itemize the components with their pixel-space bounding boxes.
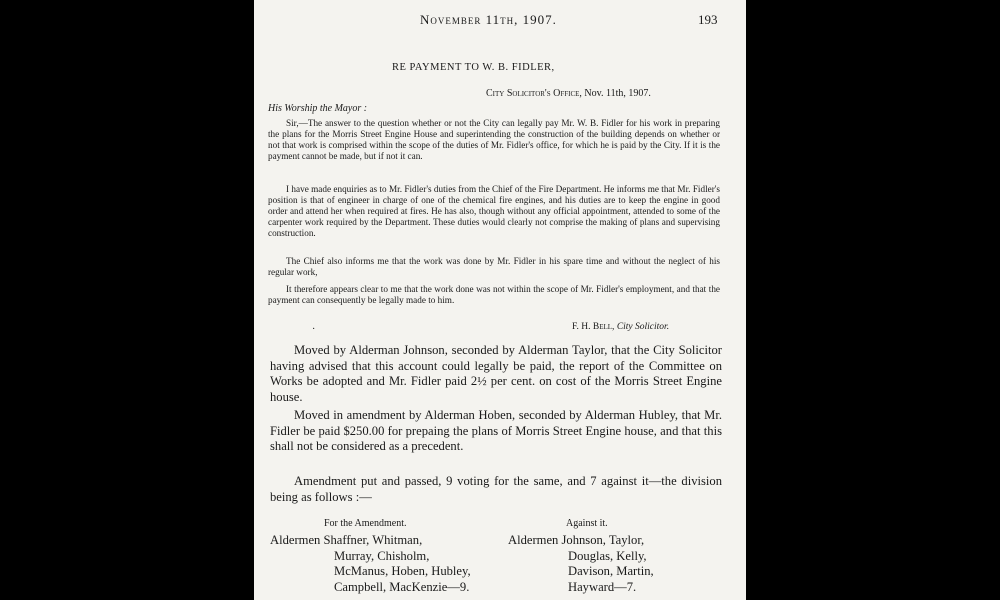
letter-office-line: [486, 88, 651, 99]
letter-paragraph: The Chief also informs me that the work was done by Mr. Fidler in his spare time and without the neglect of his regular work,: [268, 256, 720, 277]
signature-name: F. H. Bell,: [572, 322, 615, 332]
minutes-paragraph: Moved in amendment by Alderman Hoben, seconded by Alderman Hubley, that Mr. Fidler be paid $250.00 for prepaing the plans of Morris Street Engine house, and that this shall not be considered as a precedent.: [270, 408, 722, 453]
letter-paragraph: I have made enquiries as to Mr. Fidler's duties from the Chief of the Fire Department. He informs me that Mr. Fidler's position is that of engineer in charge of one of the chemical fire engines, and his duties are to keep the engine in good order and attend her when required at fires. He has also, though without any official appointment, attended to some of the carpenter work required by the Department. These duties would clearly not comprise the making of plans and supervising construction.: [268, 184, 720, 238]
office-date: Nov. 11th, 1907.: [584, 88, 651, 99]
signature-title: City Solicitor.: [616, 322, 670, 332]
against-heading: Against it.: [566, 518, 608, 529]
vote-line: Douglas, Kelly,: [568, 548, 647, 563]
office-name: City Solicitor's Office,: [486, 88, 582, 99]
letter-paragraph: Sir,—The answer to the question whether or not the City can legally pay Mr. W. B. Fidler for his work in preparing the plans for the Morris Street Engine House and superintending the construction of the building depends on whether or not that work is comprised within the scope of the duties of Mr. Fidler's office, for which he is paid by the City. If it is the payment cannot be made, but if not it can.: [268, 118, 720, 161]
vote-line: Murray, Chisholm,: [334, 548, 430, 563]
vote-line: Campbell, MacKenzie—9.: [334, 579, 470, 594]
page-number: 193: [698, 12, 718, 27]
letter-paragraph: It therefore appears clear to me that the work done was not within the scope of Mr. Fidler's employment, and that the payment can consequently be legally made to him.: [268, 284, 720, 305]
vote-line: Aldermen Shaffner, Whitman,: [270, 533, 423, 547]
vote-line: Hayward—7.: [568, 579, 637, 594]
vote-line: McManus, Hoben, Hubley,: [334, 564, 471, 578]
decorative-dot: ·: [312, 324, 316, 335]
against-votes-list: [508, 533, 654, 595]
vote-line: Davison, Martin,: [568, 564, 654, 578]
letter-salutation: His Worship the Mayor :: [268, 103, 368, 114]
minutes-paragraph: Amendment put and passed, 9 voting for the same, and 7 against it—the division being as follows :—: [270, 474, 722, 504]
letter-signature: [572, 322, 669, 332]
for-votes-list: [270, 533, 471, 595]
page-header-date: November 11th, 1907.: [420, 12, 557, 27]
minutes-paragraph: Moved by Alderman Johnson, seconded by Alderman Taylor, that the City Solicitor having advised that this account could legally be paid, the report of the Committee on Works be adopted and Mr. Fidler paid 2½ per cent. on cost of the Morris Street Engine house.: [270, 343, 722, 404]
for-amendment-heading: For the Amendment.: [324, 518, 407, 529]
document-page: [254, 0, 746, 600]
letter-title: RE PAYMENT TO W. B. FIDLER,: [392, 62, 555, 73]
vote-line: Aldermen Johnson, Taylor,: [508, 533, 645, 547]
